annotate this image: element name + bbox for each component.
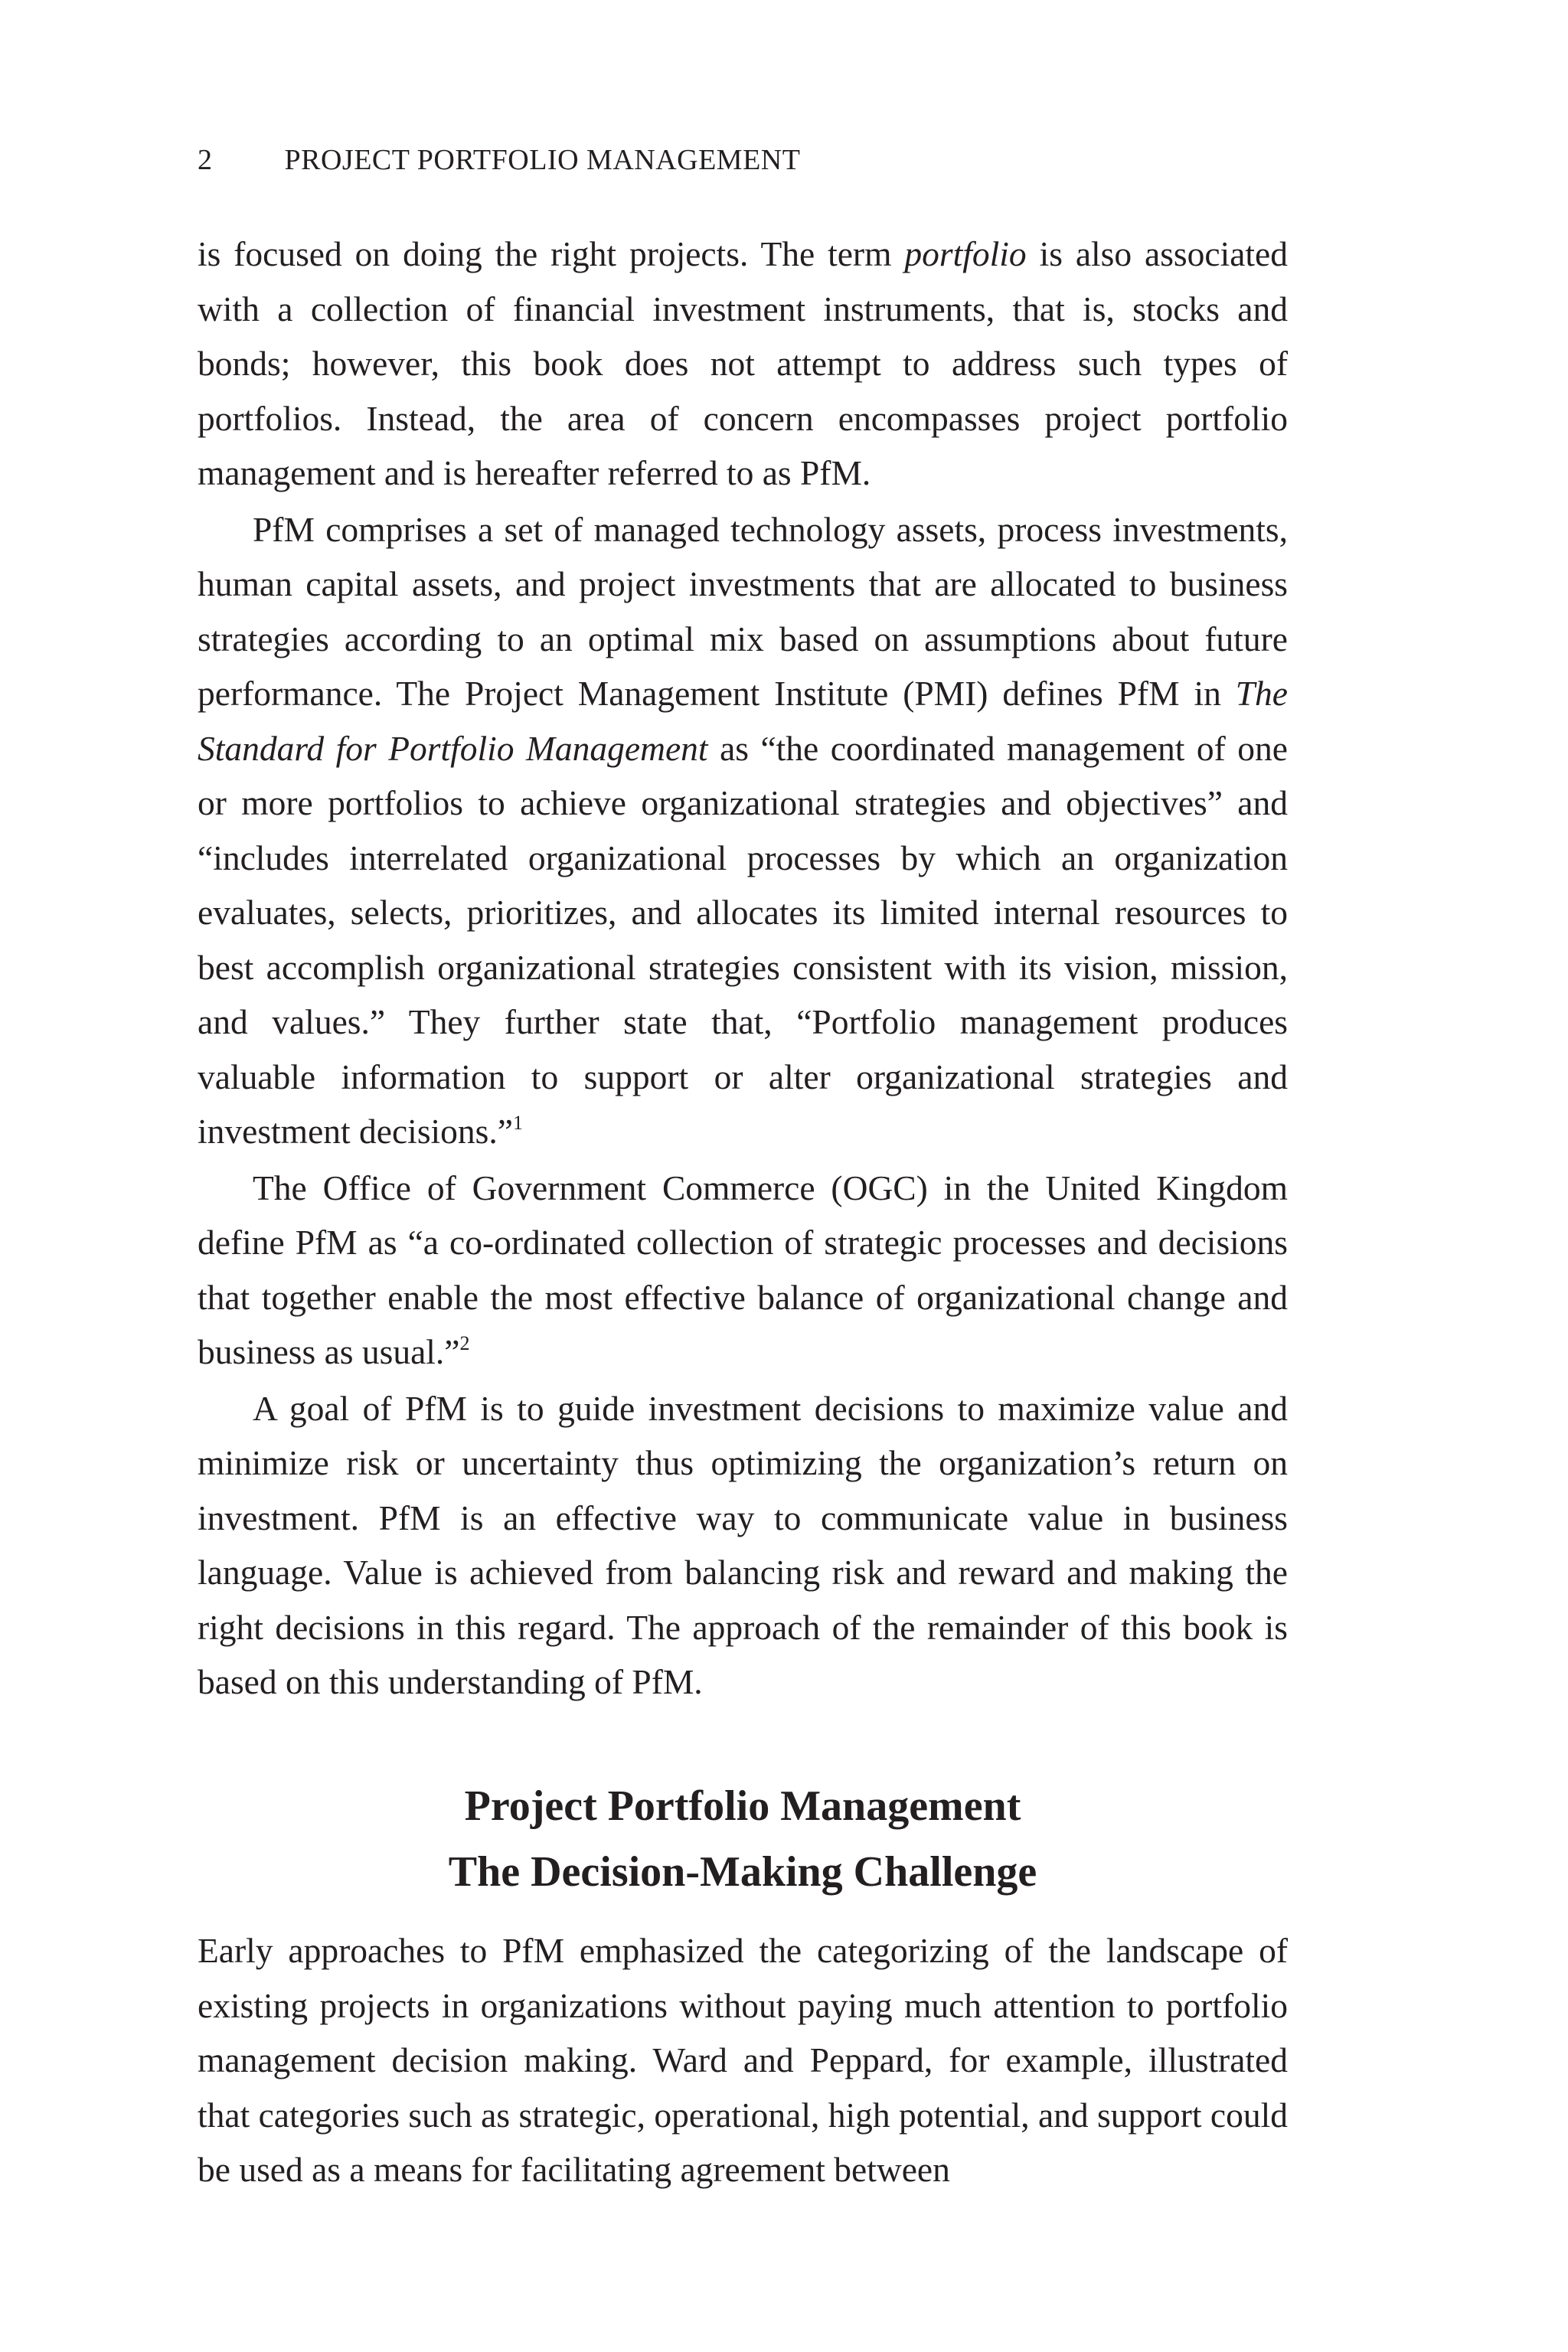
paragraph-ogc-definition: [198, 1161, 1288, 1380]
paragraph-1-italic: portfolio: [904, 234, 1027, 273]
paragraph-1-text-a: is focused on doing the right projects. The term: [198, 234, 905, 273]
paragraph-continued: [198, 227, 1288, 501]
paragraph-1-text-b: is also associated with a collection of financial investment instruments, that is, stocks and bonds; however, this book does not attempt to address such types of portfolios. Instead, the area of concern encompasses project portfolio management and is hereafter referred to as PfM.: [198, 234, 1288, 492]
section-heading-line-1: Project Portfolio Management: [464, 1782, 1021, 1830]
section-heading: [198, 1773, 1288, 1905]
body-text-upper: [198, 227, 1288, 1710]
paragraph-4-text: A goal of PfM is to guide investment decisions to maximize value and minimize risk or uncertainty thus optimizing the organization’s return on investment. PfM is an effective way to communicate value in business language. Value is achieved from balancing risk and reward and making the right decisions in this regard. The approach of the remainder of this book is based on this understanding of PfM.: [198, 1388, 1288, 1701]
paragraph-2-italic-title: The Standard for Portfolio Management: [198, 674, 1288, 768]
body-text-lower: [198, 1923, 1288, 2197]
page-number: 2: [198, 144, 213, 176]
paragraph-3-text: The Office of Government Commerce (OGC) in the United Kingdom define PfM as “a co-ordinated collection of strategic processes and decisions that together enable the most effective balance of organizational change and business as usual.”: [198, 1168, 1288, 1371]
paragraph-2-text-b: as “the coordinated management of one or more portfolios to achieve organizational strategies and objectives” and “includes interrelated organizational processes by which an organization evaluates, selects, prioritizes, and allocates its limited internal resources to best accomplish organizational strategies consistent with its vision, mission, and values.” They further state that, “Portfolio management produces valuable information to support or alter organizational strategies and investment decisions.”: [198, 728, 1288, 1151]
paragraph-5-text: Early approaches to PfM emphasized the categorizing of the landscape of existing projects in organizations without paying much attention to portfolio management decision making. Ward and Peppard, for example, illustrated that categories such as strategic, operational, high potential, and support could be used as a means for facilitating agreement between: [198, 1931, 1288, 2189]
running-title: PROJECT PORTFOLIO MANAGEMENT: [284, 144, 801, 176]
paragraph-pfm-goal: [198, 1381, 1288, 1710]
section-heading-line-2: The Decision-Making Challenge: [448, 1848, 1037, 1896]
paragraph-2-text-a: PfM comprises a set of managed technology assets, process investments, human capital assets, and project investments that are allocated to business strategies according to an optimal mix based on assumptions about future performance. The Project Management Institute (PMI) defines PfM in: [198, 509, 1288, 713]
footnote-ref-1: 1: [512, 1112, 523, 1134]
footnote-ref-2: 2: [459, 1332, 470, 1354]
paragraph-pfm-definition: [198, 502, 1288, 1159]
running-head: [198, 145, 800, 175]
paragraph-early-approaches: [198, 1923, 1288, 2197]
